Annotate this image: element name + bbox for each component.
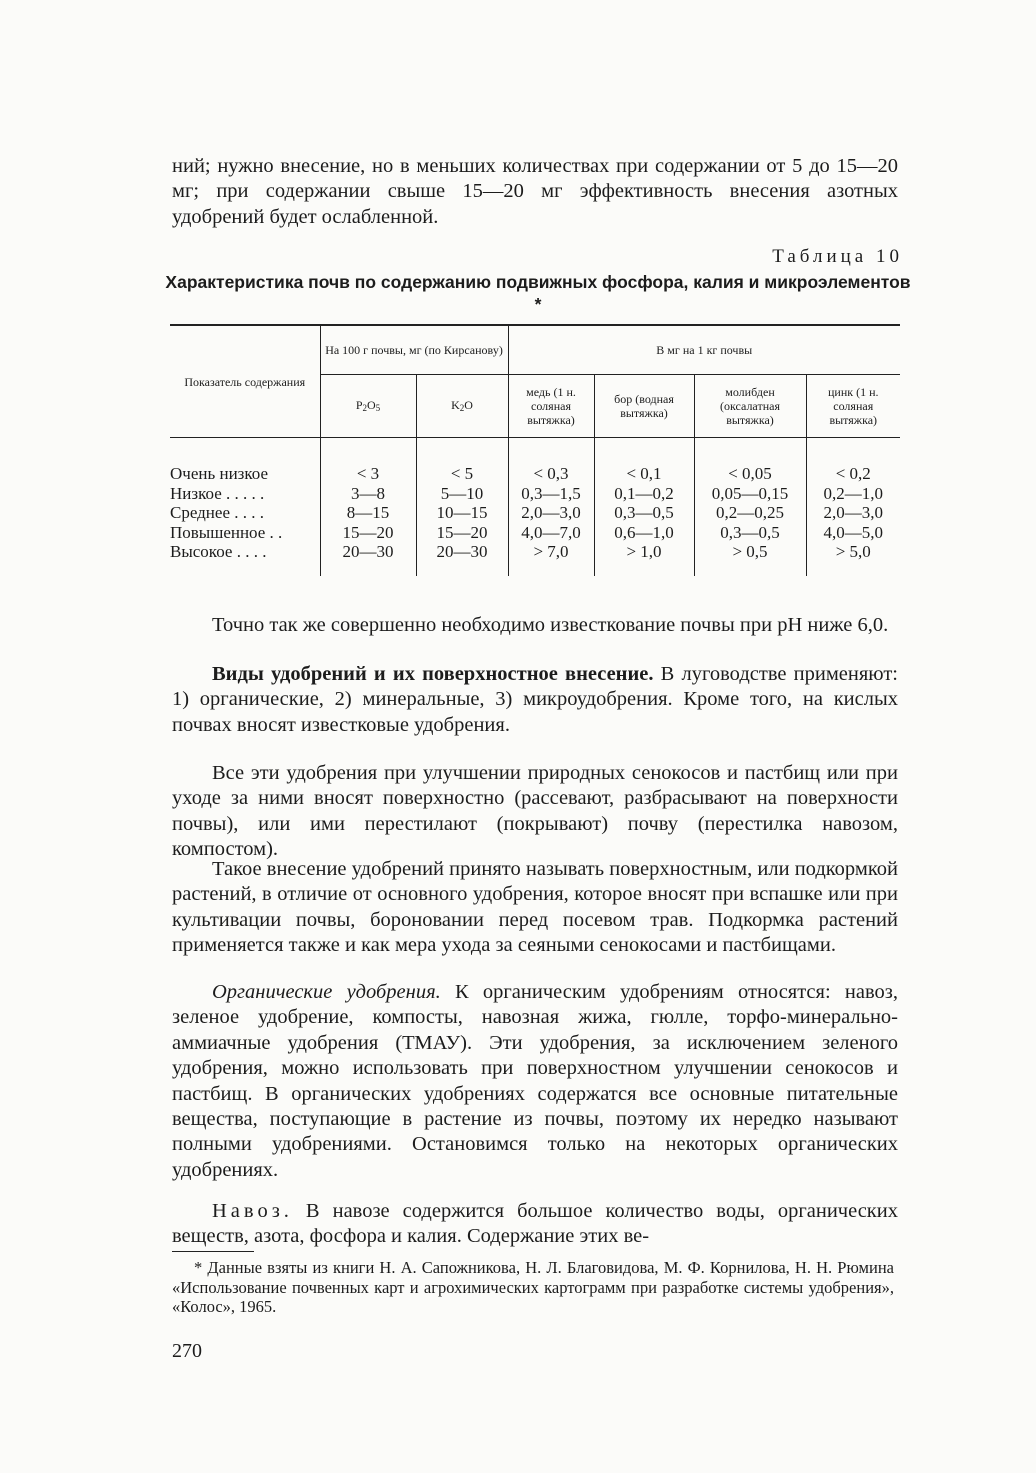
header-zinc: цинк (1 н. соляная вытяжка) <box>806 375 900 438</box>
row-label: Очень низкое <box>170 464 269 483</box>
cell-k2o: 20—30 <box>436 542 488 562</box>
table-label: Таблица 10 <box>772 246 903 267</box>
cell-p2o5: 3—8 <box>351 483 385 503</box>
section-heading: Виды удобрений и их поверхностное внесение. <box>212 663 654 685</box>
page-number: 270 <box>172 1340 202 1362</box>
header-boron: бор (водная вытяжка) <box>594 375 694 438</box>
section-heading: Органические удобрения. <box>212 981 441 1003</box>
intro-paragraph: ний; нужно внесение, но в меньших количествах при содержании от 5 до 15—20 мг; при содержании свыше 15—20 мг эффективность внесения азотных удобрений будет ослабленной. <box>172 155 898 228</box>
footnote: * Данные взяты из книги Н. А. Сапожникова, Н. Л. Благовидова, М. Ф. Корнилова, Н. Н. Рюмина «Использование почвенных карт и агрохимических картограмм при разработке системы удобрения», «Колос», 1965. <box>172 1258 894 1316</box>
paragraph-manure <box>172 1199 898 1250</box>
cell-boron: > 1,0 <box>626 542 662 562</box>
cell-k2o: 10—15 <box>436 503 488 523</box>
cell-copper: 0,3—1,5 <box>521 483 581 503</box>
cell-copper: 2,0—3,0 <box>521 503 581 523</box>
paragraph-fertilizer-types <box>172 662 898 738</box>
paragraph-organic <box>172 980 898 1183</box>
row-label: Низкое . . . . . <box>170 483 265 503</box>
cell-p2o5: 15—20 <box>342 522 394 542</box>
cell-copper: 4,0—7,0 <box>521 522 581 542</box>
cell-molybdenum: > 0,5 <box>732 542 768 562</box>
header-indicator: Показатель содержания <box>170 325 320 438</box>
header-p2o5: $P_2O_5$ <box>320 375 416 438</box>
row-label: Среднее . . . . <box>170 503 264 523</box>
row-label: Повышенное . . <box>170 522 283 542</box>
paragraph-body: К органическим удобрениям относятся: навоз, зеленое удобрение, компосты, навозная жижа, гюлле, торфо-минерально-аммиачные удобрения (ТМАУ). Эти удобрения, за исключением зеленого удобрения, можно использовать при поверхностном улучшении сенокосов и пастбищ. В органических удобрениях содержатся все основные питательные вещества, поступающие в растение из почвы, поэтому их нередко называют полными удобрениями. Остановимся только на некоторых органических удобрениях. <box>172 981 898 1181</box>
cell-boron: 0,1—0,2 <box>614 483 674 503</box>
col-copper <box>508 438 594 576</box>
cell-molybdenum: 0,2—0,25 <box>716 503 784 523</box>
header-copper: медь (1 н. соляная вытяжка) <box>508 375 594 438</box>
header-group-kirsanov: На 100 г почвы, мг (по Кирсанову) <box>320 325 508 375</box>
cell-boron: < 0,1 <box>626 464 662 483</box>
cell-molybdenum: 0,3—0,5 <box>720 522 780 542</box>
cell-p2o5: 20—30 <box>342 542 394 562</box>
cell-p2o5: < 3 <box>356 464 380 483</box>
col-p2o5 <box>320 438 416 576</box>
footnote-divider <box>172 1251 254 1252</box>
col-boron <box>594 438 694 576</box>
section-heading: Навоз. <box>212 1200 293 1222</box>
paragraph-body: В навозе содержится большое количество воды, органических веществ, азота, фосфора и калия. Содержание этих ве- <box>172 1200 898 1248</box>
cell-boron: 0,3—0,5 <box>614 503 674 523</box>
row-label: Высокое . . . . <box>170 542 267 562</box>
paragraph-body: В луговодстве применяют: 1) органические, 2) минеральные, 3) микроудобрения. Кроме того, на кислых почвах вносят известковые удобрения. <box>172 663 898 736</box>
cell-boron: 0,6—1,0 <box>614 522 674 542</box>
paragraph-liming: Точно так же совершенно необходимо известкование почвы при pH ниже 6,0. <box>212 614 889 636</box>
cell-copper: > 7,0 <box>533 542 569 562</box>
table-body-row <box>170 438 900 576</box>
cell-zinc: 2,0—3,0 <box>823 503 883 523</box>
cell-copper: < 0,3 <box>533 464 569 483</box>
col-k2o <box>416 438 508 576</box>
cell-k2o: 15—20 <box>436 522 488 542</box>
header-molybdenum: молибден (оксалатная вытяжка) <box>694 375 806 438</box>
paragraph-top-dressing: Такое внесение удобрений принято называть поверхностным, или подкормкой растений, в отличие от основного удобрения, которое вносят при вспашке или при культивации почвы, бороновании перед посевом трав. Подкормка растений применяется также и как мера ухода за сеяными сенокосами и пастбищами. <box>172 858 898 957</box>
cell-zinc: > 5,0 <box>835 542 871 562</box>
col-labels <box>170 438 320 576</box>
cell-k2o: < 5 <box>450 464 474 483</box>
cell-molybdenum: < 0,05 <box>728 464 772 483</box>
col-molybdenum <box>694 438 806 576</box>
table-title: Характеристика почв по содержанию подвижных фосфора, калия и микроэлементов * <box>165 272 911 314</box>
paragraph-surface-application: Все эти удобрения при улучшении природных сенокосов и пастбищ или при уходе за ними вносят поверхностно (рассевают, разбрасывают на поверхности почвы), или ими перестилают (покрывают) почву (перестилка навозом, компостом). <box>172 762 898 861</box>
soil-table <box>170 324 900 576</box>
cell-zinc: < 0,2 <box>835 464 871 483</box>
cell-k2o: 5—10 <box>440 483 484 503</box>
cell-zinc: 4,0—5,0 <box>823 522 883 542</box>
col-zinc <box>806 438 900 576</box>
cell-p2o5: 8—15 <box>346 503 390 523</box>
cell-zinc: 0,2—1,0 <box>823 483 883 503</box>
header-k2o: $K_2O$ <box>416 375 508 438</box>
header-group-micro: В мг на 1 кг почвы <box>508 325 900 375</box>
cell-molybdenum: 0,05—0,15 <box>711 483 789 503</box>
